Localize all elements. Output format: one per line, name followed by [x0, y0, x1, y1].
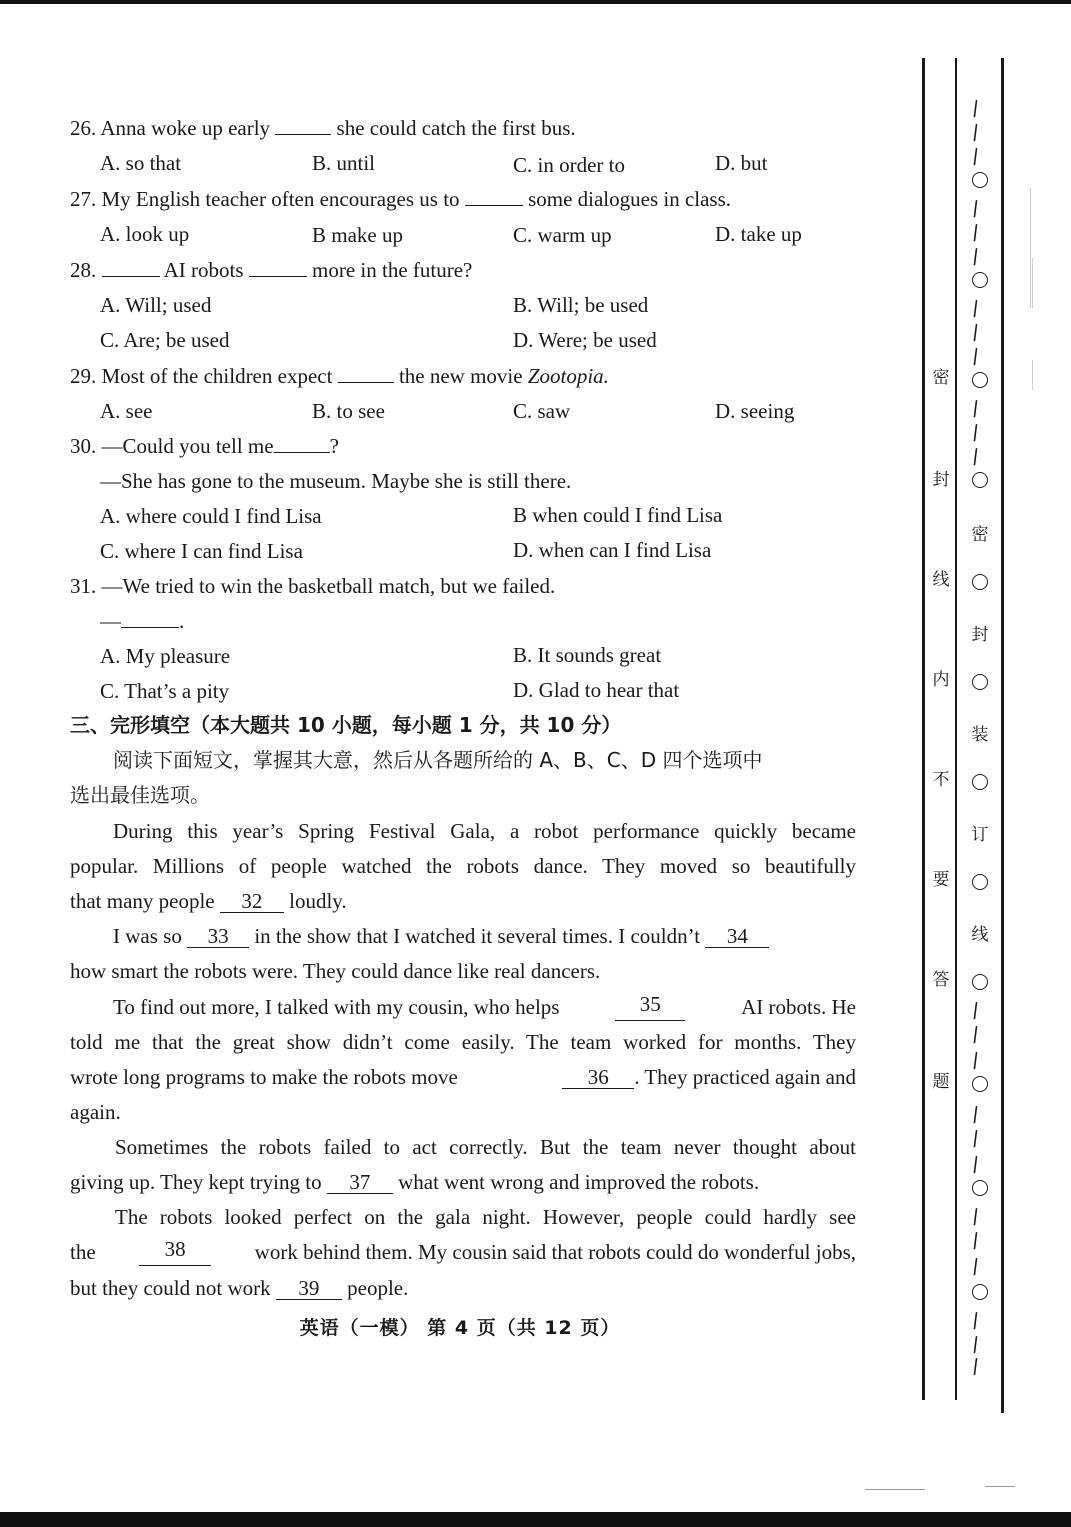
scan-speck [865, 1489, 925, 1490]
question-26-option-a[interactable]: A. so that [100, 151, 182, 175]
answer-blank[interactable] [465, 185, 523, 206]
question-30-option-b[interactable]: B when could I find Lisa [513, 503, 723, 527]
binding-slash-mark: / [969, 395, 981, 421]
binding-slash-mark: / [969, 1227, 981, 1253]
binding-slash-mark: / [969, 219, 981, 245]
answer-blank[interactable] [249, 256, 307, 277]
passage-line: Sometimes the robots failed to act correctly. But the team never thought about [115, 1135, 856, 1159]
passage-line: The robots looked perfect on the gala night. However, people could hardly see [115, 1205, 856, 1229]
binding-circle-mark [972, 372, 988, 388]
question-29-stem: 29. Most of the children expect the new movie Zootopia. [70, 364, 609, 388]
seal-char: 封 [932, 470, 950, 490]
binding-slash-mark: / [969, 997, 981, 1023]
answer-blank[interactable] [275, 114, 331, 135]
scan-speck [1032, 360, 1033, 390]
question-26-option-d[interactable]: D. but [715, 151, 768, 175]
binding-slash-mark: / [969, 1151, 981, 1177]
question-29-option-d[interactable]: D. seeing [715, 399, 795, 423]
binding-circle-mark [972, 272, 988, 288]
binding-slash-mark: / [969, 295, 981, 321]
binding-circle-mark [972, 1180, 988, 1196]
binding-char: 订 [971, 825, 989, 845]
binding-circle-mark [972, 472, 988, 488]
binding-char: 装 [971, 725, 989, 745]
binding-circle-mark [972, 674, 988, 690]
question-29-option-a[interactable]: A. see [100, 399, 153, 423]
question-31-option-d[interactable]: D. Glad to hear that [513, 678, 680, 702]
passage-line: During this year’s Spring Festival Gala, a robot performance quickly became [113, 819, 856, 843]
passage-line: told me that the great show didn’t come easily. The team worked for months. They [70, 1030, 856, 1054]
question-29-option-b[interactable]: B. to see [312, 399, 385, 423]
cloze-blank-33[interactable]: 33 [187, 925, 249, 948]
question-26-stem: 26. Anna woke up early she could catch the first bus. [70, 116, 576, 140]
binding-slash-mark: / [969, 143, 981, 169]
seal-char: 题 [932, 1072, 950, 1092]
page-footer: 英语（一模） 第 4 页（共 12 页） [299, 1317, 621, 1339]
cloze-blank-36[interactable]: 36 [562, 1066, 634, 1089]
question-29-option-c[interactable]: C. saw [513, 399, 571, 423]
binding-slash-mark: / [969, 343, 981, 369]
binding-circle-mark [972, 574, 988, 590]
question-26-option-c[interactable]: C. in order to [513, 153, 625, 177]
binding-circle-mark [972, 874, 988, 890]
question-27-option-c[interactable]: C. warm up [513, 223, 612, 247]
cloze-blank-34[interactable]: 34 [705, 925, 769, 948]
binding-slash-mark: / [969, 419, 981, 445]
binding-circle-mark [972, 974, 988, 990]
seal-char: 内 [932, 670, 950, 690]
binding-slash-mark: / [969, 1047, 981, 1073]
passage-line: To find out more, I talked with my cousin, who helps 35 AI robots. He [113, 992, 856, 1019]
cloze-blank-32[interactable]: 32 [220, 890, 284, 913]
question-28-option-d[interactable]: D. Were; be used [513, 328, 657, 352]
binding-circle-mark [972, 1076, 988, 1092]
passage-line: popular. Millions of people watched the robots dance. They moved so beautifully [70, 854, 856, 878]
question-28-option-c[interactable]: C. Are; be used [100, 328, 230, 352]
binding-char: 封 [971, 625, 989, 645]
seal-char: 不 [932, 770, 950, 790]
scan-speck [1032, 258, 1033, 308]
answer-blank[interactable] [121, 607, 179, 628]
question-28-option-b[interactable]: B. Will; be used [513, 293, 649, 317]
binding-rule-right [1001, 58, 1004, 1413]
binding-slash-mark: / [969, 1307, 981, 1333]
passage-line: that many people 32 loudly. [70, 889, 347, 913]
binding-slash-mark: / [969, 1101, 981, 1127]
question-30-stem: 30. —Could you tell me ? [70, 434, 339, 458]
cloze-blank-35[interactable]: 35 [615, 993, 685, 1021]
binding-circle-mark [972, 774, 988, 790]
binding-slash-mark: / [969, 243, 981, 269]
binding-rule-middle [955, 58, 957, 1400]
scan-speck [1030, 188, 1031, 308]
binding-slash-mark: / [969, 119, 981, 145]
question-27-stem: 27. My English teacher often encourages us to some dialogues in class. [70, 187, 732, 211]
binding-slash-mark: / [969, 195, 981, 221]
passage-line: how smart the robots were. They could dance like real dancers. [70, 959, 601, 983]
passage-line: the 38 work behind them. My cousin said that robots could do wonderful jobs, [70, 1237, 856, 1264]
question-31-stem: 31. —We tried to win the basketball match, but we failed. [70, 574, 556, 598]
question-30-reply: —She has gone to the museum. Maybe she is still there. [100, 469, 572, 493]
question-27-option-b[interactable]: B make up [312, 223, 403, 247]
binding-slash-mark: / [969, 319, 981, 345]
section-heading: 三、完形填空（本大题共 10 小题，每小题 1 分，共 10 分） [70, 713, 622, 737]
binding-char: 密 [971, 525, 989, 545]
section-instruction-cont: 选出最佳选项。 [70, 783, 210, 807]
question-27-option-a[interactable]: A. look up [100, 222, 190, 246]
binding-slash-mark: / [969, 1125, 981, 1151]
question-30-option-a[interactable]: A. where could I find Lisa [100, 504, 322, 528]
binding-rule-left [922, 58, 925, 1400]
seal-char: 要 [932, 870, 950, 890]
question-30-option-c[interactable]: C. where I can find Lisa [100, 539, 303, 563]
question-28-option-a[interactable]: A. Will; used [100, 293, 212, 317]
scan-top-border [0, 0, 1071, 4]
seal-char: 线 [932, 570, 950, 590]
binding-circle-mark [972, 1284, 988, 1300]
question-27-option-d[interactable]: D. take up [715, 222, 802, 246]
binding-slash-mark: / [969, 443, 981, 469]
passage-line: wrote long programs to make the robots move 36 . They practiced again and [70, 1065, 856, 1089]
scan-bottom-border [0, 1512, 1071, 1527]
scan-speck [985, 1486, 1015, 1487]
binding-slash-mark: / [969, 1331, 981, 1357]
cloze-blank-37[interactable]: 37 [327, 1171, 393, 1194]
question-31-option-b[interactable]: B. It sounds great [513, 643, 662, 667]
movie-title: Zootopia. [527, 364, 609, 388]
section-instruction: 阅读下面短文，掌握其大意，然后从各题所给的 A、B、C、D 四个选项中 [113, 748, 763, 772]
binding-slash-mark: / [969, 1203, 981, 1229]
seal-char: 答 [932, 970, 950, 990]
answer-blank[interactable] [102, 256, 160, 277]
binding-slash-mark: / [969, 1021, 981, 1047]
question-31-option-c[interactable]: C. That’s a pity [100, 679, 230, 703]
binding-slash-mark: / [969, 1253, 981, 1279]
question-30-option-d[interactable]: D. when can I find Lisa [513, 538, 712, 562]
question-31-reply: — . [100, 609, 185, 633]
answer-blank[interactable] [338, 362, 394, 383]
binding-slash-mark: / [969, 1353, 981, 1379]
passage-line: giving up. They kept trying to 37 what went wrong and improved the robots. [70, 1170, 760, 1194]
passage-line: but they could not work 39 people. [70, 1276, 409, 1300]
binding-char: 线 [971, 925, 989, 945]
binding-slash-mark: / [969, 95, 981, 121]
binding-circle-mark [972, 172, 988, 188]
seal-char: 密 [932, 368, 950, 388]
answer-blank[interactable] [274, 432, 330, 453]
question-31-option-a[interactable]: A. My pleasure [100, 644, 231, 668]
passage-line: I was so 33 in the show that I watched it several times. I couldn’t 34 [113, 922, 769, 950]
cloze-blank-38[interactable]: 38 [139, 1238, 211, 1266]
cloze-blank-39[interactable]: 39 [276, 1277, 342, 1300]
question-26-option-b[interactable]: B. until [312, 151, 376, 175]
passage-line: again. [70, 1100, 121, 1124]
question-28-stem: 28. AI robots more in the future? [70, 258, 473, 282]
